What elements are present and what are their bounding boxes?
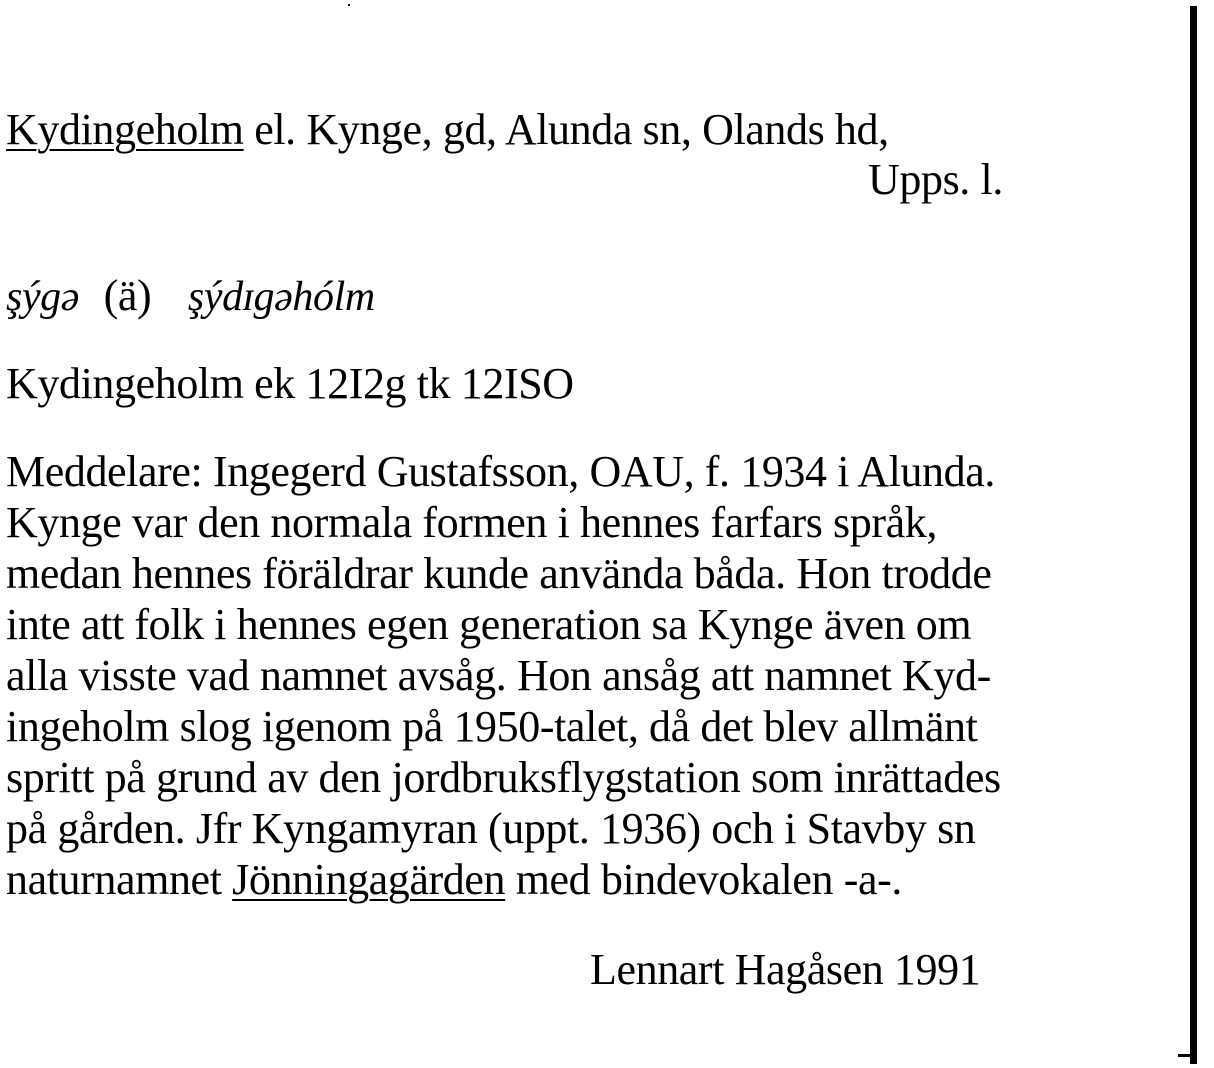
body-line: ingeholm slog igenom på 1950-talet, då det blev allmänt bbox=[6, 702, 978, 751]
entry-heading bbox=[6, 104, 889, 156]
pronunciation-form-2: şýdɪgəhólm bbox=[187, 274, 375, 320]
pronunciation bbox=[6, 270, 375, 323]
body-line: medan hennes föräldrar kunde använda båda. Hon trodde bbox=[6, 549, 992, 598]
body-last-prefix: naturnamnet bbox=[6, 855, 233, 904]
body-line: på gården. Jfr Kyngamyran (uppt. 1936) och i Stavby sn bbox=[6, 804, 976, 853]
body-line: Meddelare: Ingegerd Gustafsson, OAU, f. 1934 i Alunda. bbox=[6, 447, 995, 496]
card-edge-tick bbox=[1178, 1054, 1192, 1057]
scan-speck bbox=[348, 4, 350, 6]
pronunciation-form-1: şýgə bbox=[6, 274, 80, 320]
signature: Lennart Hagåsen 1991 bbox=[590, 945, 981, 994]
body-last-suffix: med bindevokalen -a-. bbox=[505, 855, 902, 904]
referenced-name: Jönningagärden bbox=[232, 855, 506, 904]
body-line: Kynge var den normala formen i hennes farfars språk, bbox=[6, 498, 937, 547]
headword: Kydingeholm bbox=[6, 105, 244, 154]
county: Upps. l. bbox=[868, 155, 1003, 204]
body-line: spritt på grund av den jordbruksflygstation som inrättades bbox=[6, 753, 1001, 802]
body-line-last bbox=[6, 854, 902, 906]
headword-details: el. Kynge, gd, Alunda sn, Olands hd, bbox=[243, 105, 889, 154]
body-line: alla visste vad namnet avsåg. Hon ansåg att namnet Kyd- bbox=[6, 651, 991, 700]
pronunciation-qualifier: (ä) bbox=[103, 271, 152, 320]
body-line: inte att folk i hennes egen generation sa Kynge även om bbox=[6, 600, 972, 649]
card-edge-line bbox=[1190, 6, 1197, 1064]
map-references: Kydingeholm ek 12I2g tk 12ISO bbox=[6, 359, 574, 408]
